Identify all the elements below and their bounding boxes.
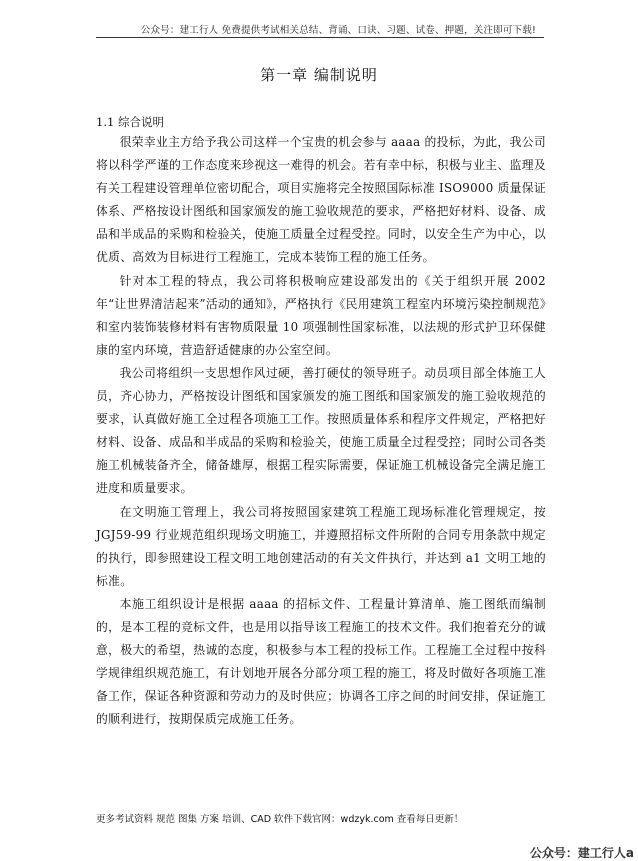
header-note: 公众号：建工行人 免费提供考试相关总结、背诵、口诀、习题、试卷、押题，关注即可下载!	[140, 25, 536, 36]
chapter-title: 第一章 编制说明	[260, 66, 378, 84]
paragraph: 我公司将组织一支思想作风过硬，善打硬仗的领导班子。动员项目部全体施工人员，齐心协力，严格按设计图纸和国家颁发的施工图纸和国家颁发的施工验收规范的要求，认真做好施工全过程各项施工工作。按照质量体系和程序文件规定，严格把好材料、设备、成品和半成品的采购和检验关，使施工质量全过程受控；同时公司各类施工机械装备齐全，储备雄厚，根据工程实际需要，保证施工机械设备完全满足施工进度和质量要求。	[96, 365, 546, 496]
paragraph: 在文明施工管理上，我公司将按照国家建筑工程施工现场标准化管理规定，按 JGJ59-99 行业规范组织现场文明施工，并遵照招标文件所附的合同专用条款中规定的执行，即参照建设工程文明工地创建活动的有关文件执行，并达到 a1 文明工地的标准。	[96, 504, 546, 588]
body-text	[96, 131, 546, 731]
watermark-text: 公众号：建工行人a	[529, 846, 634, 860]
paragraph: 很荣幸业主方给予我公司这样一个宝贵的机会参与 aaaa 的投标，为此，我公司将以科学严谨的工作态度来珍视这一难得的机会。若有幸中标，积极与业主、监理及有关工程建设管理单位密切配合，项目实施将完全按照国际标准 ISO9000 质量保证体系、严格按设计图纸和国家颁发的施工验收规范的要求，严格把好材料、设备、成品和半成品的采购和检验关，使施工质量全过程受控。同时，以安全生产为中心，以优质、高效为目标进行工程施工，完成本装饰工程的施工任务。	[96, 135, 546, 265]
section-heading: 1.1 综合说明	[96, 115, 164, 129]
header-divider	[96, 37, 544, 38]
paragraph: 本施工组织设计是根据 aaaa 的招标文件、工程量计算清单、施工图纸而编制的，是本工程的竞标文件，也是用以指导该工程施工的技术文件。我们抱着充分的诚意，极大的希望，热诚的态度，积极参与本工程的投标工作。工程施工全过程中按科学规律组织规范施工，有计划地开展各分部分项工程的施工，将及时做好各项施工准备工作，保证各种资源和劳动力的及时供应；协调各工序之间的时间安排，保证施工的顺利进行，按期保质完成施工任务。	[96, 596, 546, 727]
footer-note: 更多考试资料 规范 图集 方案 培训、CAD 软件下载官网：wdzyk.com 查看每日更新！	[96, 814, 464, 825]
paragraph: 针对本工程的特点，我公司将积极响应建设部发出的《关于组织开展 2002 年“让世界清洁起来”活动的通知》，严格执行《民用建筑工程室内环境污染控制规范》和室内装饰装修材料有害物质限量 10 项强制性国家标准，以法规的形式护卫环保健康的室内环境，营造舒适健康的办公室空间。	[96, 273, 546, 357]
